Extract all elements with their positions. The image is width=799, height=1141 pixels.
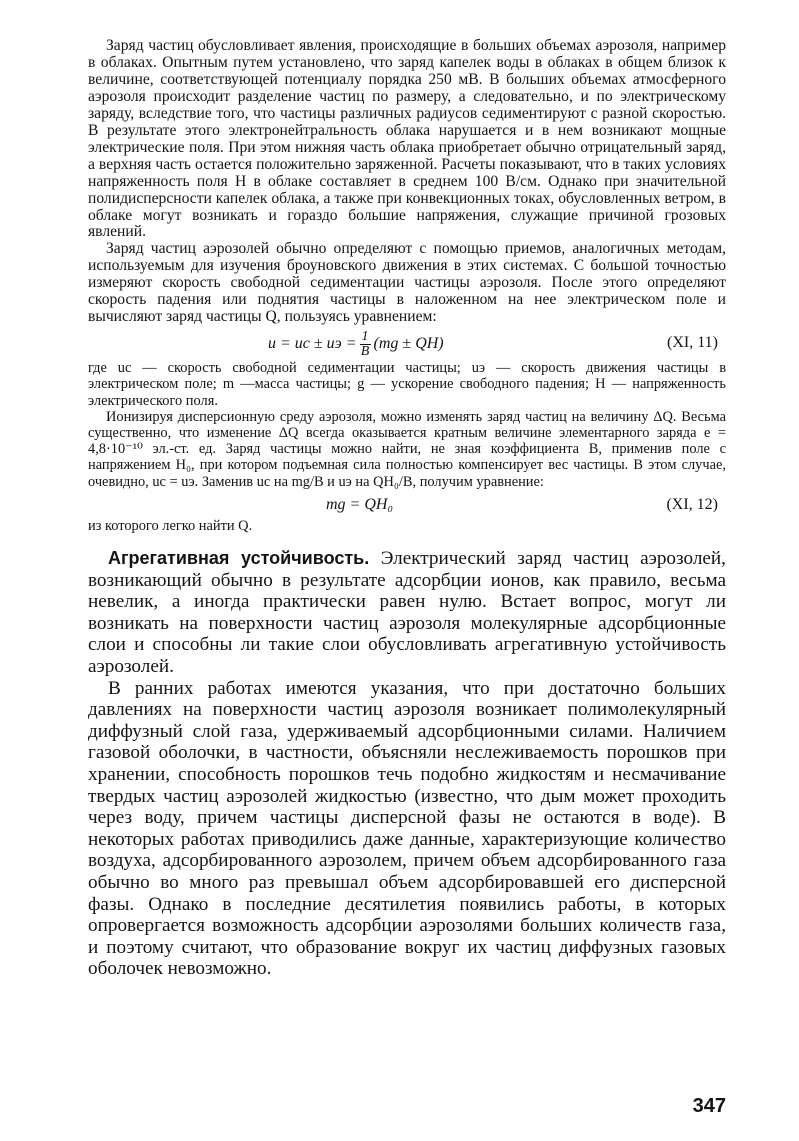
note-ionization: Ионизируя дисперсионную среду аэрозоля, можно изменять заряд частиц на величину ΔQ. Весьма существенно, что изменение ΔQ всегда оказывается кратным величине элементарного заряда e = 4,8·10⁻¹⁰ эл.-ст. ед. Заряд частицы можно найти, не зная коэффициента B, применив поле с напряжением H₀, при котором подъемная сила полностью компенсирует вес частицы. В этом случае, очевидно, uc = uэ. Заменив uc на mg/B и uэ на QH₀/B, получим уравнение: [88, 408, 726, 490]
fraction-denominator: B [360, 344, 370, 360]
large-text-block [88, 548, 726, 980]
section-heading: Агрегативная устойчивость. [108, 548, 370, 569]
book-page [88, 38, 726, 1118]
equation-xi-11-number: (XI, 11) [667, 334, 718, 352]
paragraph-charge-measurement: Заряд частиц аэрозолей обычно определяют с помощью приемов, аналогичных методам, используемым для изучения броуновского движения в этих системах. С большой точностью измеряют скорость свободной седиментации частицы аэрозоля. После этого определяют скорость падения или поднятия частицы в наложенном на нее электрическом поле и вычисляют заряд частицы Q, пользуясь уравнением: [88, 240, 726, 326]
paragraph-cloud-charge: Заряд частиц обусловливает явления, происходящие в больших объемах аэрозоля, например в облаках. Опытным путем установлено, что заряд капелек воды в облаках в общем близок к величине, соответствующей потенциалу порядка 250 мВ. В больших объемах атмосферного аэрозоля происходит разделение частиц по размеру, а следовательно, и по электрическому заряду, вследствие того, что частицы различных радиусов седиментируют с разной скоростью. В результате этого электронейтральность облака нарушается и в нем возникают мощные электрические поля. При этом нижняя часть облака приобретает обычно отрицательный заряд, а верхняя часть остается положительно заряженной. Расчеты показывают, что в таких условиях напряженность поля H в облаке составляет в среднем 100 В/см. Однако при значительной полидисперсности капелек облака, а также при конвекционных токах, обусловленных ветром, в облаке могут возникать и гораздо большие напряжения, служащие причиной грозовых явлений. [88, 37, 726, 241]
page-number: 347 [692, 1095, 726, 1117]
note-conclusion: из которого легко найти Q. [88, 517, 253, 534]
fraction-numerator: 1 [361, 329, 369, 345]
small-text-block [88, 38, 726, 326]
equation-xi-11-left: u = uc ± uэ = [268, 335, 357, 353]
note-variable-definitions: где uc — скорость свободной седиментации частицы; uэ — скорость движения частицы в электрическом поле; m —масса частицы; g — ускорение свободного падения; H — напряженность электрического поля. [88, 360, 726, 409]
paragraph-early-works: В ранних работах имеются указания, что при достаточно больших давлениях на поверхности частиц аэрозоля возникает полимолекулярный диффузный слой газа, удерживаемый адсорбционными силами. Наличием газовой оболочки, в частности, объясняли неслеживаемость порошков при хранении, способность порошков течь подобно жидкостям и несмачивание твердых частиц аэрозолей жидкостью (известно, что дым может проходить через воду, причем частицы дисперсной фазы не остаются в воде). В некоторых работах приводились даже данные, характеризующие количество воздуха, адсорбированного аэрозолем, причем объем адсорбированного газа обычно во много раз превышал объем адсорбировавшей его дисперсной фазы. Однако в последние десятилетия появились работы, в которых опровергается возможность адсорбции аэрозолями больших количеств газа, и поэтому считают, что образование вокруг их частиц диффузных газовых оболочек невозможно. [88, 677, 726, 980]
equation-xi-11-expression [268, 330, 444, 359]
fraction [360, 330, 371, 359]
equation-xi-11 [88, 329, 726, 360]
equation-xi-12 [88, 492, 726, 518]
equation-xi-11-right: (mg ± QH) [373, 335, 444, 353]
paragraph-aggregative-stability [88, 548, 726, 678]
note-conclusion-block [88, 518, 726, 534]
equation-xi-12-number: (XI, 12) [666, 495, 718, 513]
note-block [88, 360, 726, 490]
paragraph-aggregative-stability-text: Электрический заряд частиц аэрозолей, возникающий обычно в результате адсорбции ионов, как правило, весьма невелик, а иногда практически равен нулю. Встает вопрос, могут ли возникать на поверхности частиц аэрозоля молекулярные адсорбционные слои и способны ли такие слои обусловливать агрегативную устойчивость аэрозолей. [88, 548, 726, 677]
equation-xi-12-expression: mg = QH₀ [326, 495, 394, 513]
